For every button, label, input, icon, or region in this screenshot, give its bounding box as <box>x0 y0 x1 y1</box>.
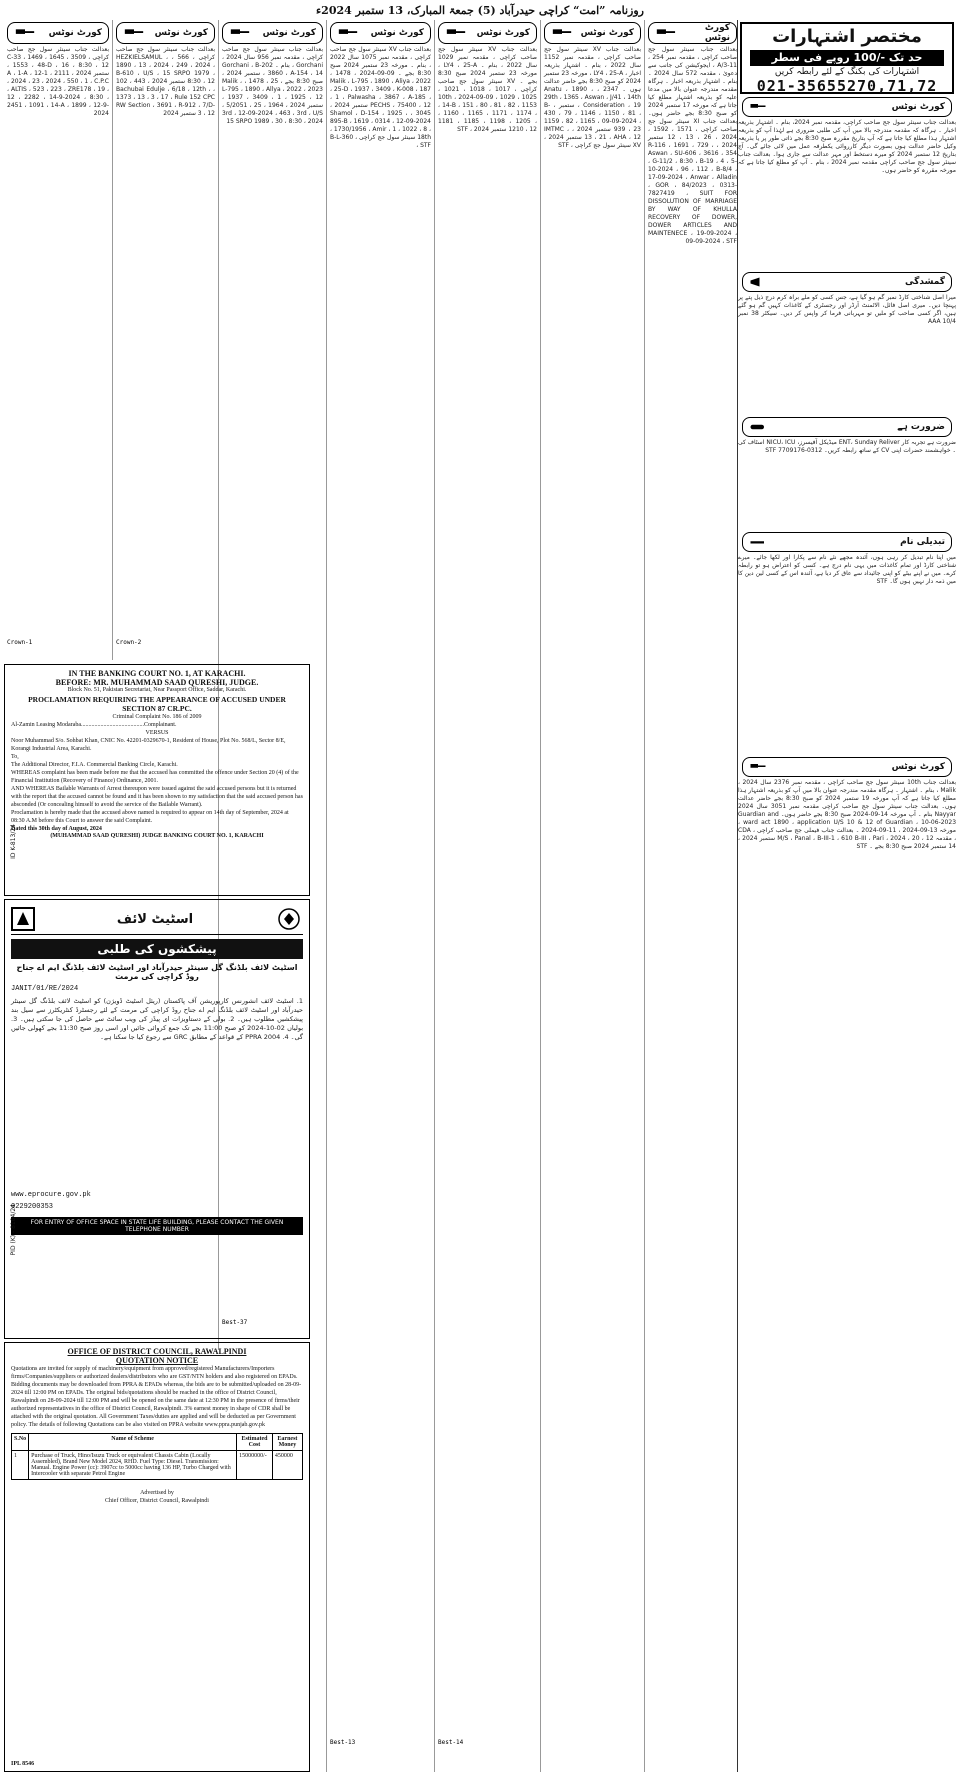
ad-tag: Best-13 <box>330 1739 356 1746</box>
whereas-clause-1: WHEREAS complaint has been made before me that the accused has committed the offence under Section 20 (4) of the Financial Institution (Recovery of Finance) Ordinance, 2001. <box>11 770 299 784</box>
complainant: Al-Zamin Leasing Modaraba..........................................Complainant. <box>11 722 177 728</box>
judge-signature: (MUHAMMAD SAAD QURESHI) JUDGE BANKING COURT NO. 1, KARACHI <box>50 833 264 839</box>
column-heading <box>7 22 109 44</box>
quotation-table <box>11 1433 303 1480</box>
category-name-change <box>742 532 952 552</box>
column-heading-label: کورٹ نوٹس <box>154 28 208 38</box>
notice-column-5 <box>540 20 644 1772</box>
court-address: Block No. 51, Pakistan Secretariat, Near Passport Office, Saddar, Karachi. <box>67 687 247 693</box>
notice-text-block: میرا اصل شناختی کارڈ نمبر گم ہو گیا ہے، جس کسی کو ملے براہ کرم درج ذیل پتے پر پہنچا دیں۔ میری اصل فائل، الاٹمنٹ آرڈر اور رجسٹری کے کاغذات کہیں گم ہو گئے ہیں، اگر کسی صاحب کو ملیں تو مہربانی فرما کر واپس کر دیں۔ سیکٹر 38 نمبر 10/4 AAA <box>738 294 957 325</box>
ad-tag: Crown-2 <box>116 639 142 646</box>
gavel-icon <box>749 101 767 113</box>
category-wanted <box>742 417 952 437</box>
proclamation-title: PROCLAMATION REQUIRING THE APPEARANCE OF ACCUSED UNDER SECTION 87 CR.PC. <box>28 695 286 713</box>
table-header: Name of Scheme <box>29 1434 237 1451</box>
table-header: Estimated Cost <box>237 1434 273 1451</box>
tender-body: 1. اسٹیٹ لائف انشورنس کارپوریشن آف پاکستان (ریئل اسٹیٹ ڈویژن) کو اسٹیٹ لائف بلڈنگ گل سینٹر حیدرآباد اور اسٹیٹ لائف بلڈنگ ایم اے جناح روڈ کراچی کی مرمت کے لئے رجسٹرڈ کنٹریکٹرز سے سیل بند پیشکشیں مطلوب ہیں۔ 2. بولی کے دستاویزات ای پیڈز کی ویب سائٹ سے حاصل کی جا سکتی ہیں۔ 3. بولیاں 02-10-2024 کو صبح 11:00 بجے تک جمع کروائی جائیں اور اسی روز صبح 11:30 بجے کھولی جائیں گی۔ 4. PPRA 2004 کے قواعد کے مطابق GRC سے رجوع کیا جا سکتا ہے۔ <box>11 997 304 1041</box>
addressee-to: To, <box>11 754 19 760</box>
tender-subject: اسٹیٹ لائف بلڈنگ گل سینٹر حیدرآباد اور اسٹیٹ لائف بلڈنگ ایم اے جناح روڈ کراچی کی مرمت <box>16 963 298 981</box>
category-court-notice <box>742 757 952 777</box>
notice-column-1a <box>4 20 112 660</box>
gavel-icon <box>749 761 767 773</box>
gavel-icon <box>655 27 677 39</box>
table-cell: Purchase of Truck, Hino/Isuzu Truck or equivalent Chassis Cabin (Locally Assembled), Brand New Model 2024, RHD. Fuel Type: Diesel. Transmission: Manual. Engine Power (cc): 3907cc to 5000cc having 136 HP, Turbo Charged with Intercooler with separate Petrol Engine <box>29 1451 237 1480</box>
tender-reference: JANIT/01/RE/2024 <box>11 985 79 993</box>
hand-icon <box>749 421 767 433</box>
notice-text-block: ضرورت ہے تجربہ کار ENT، Sunday Reliver میڈیکل آفیسرز، NICU، ICU اسٹاف کی ۔ خواہشمند حضرات اپنی CV کے ساتھ رابطہ کریں۔ 0312-7709176 STF <box>738 439 956 454</box>
tender-brand: اسٹیٹ لائف <box>116 911 194 927</box>
ad-id: ID K-813/24 <box>10 824 17 859</box>
category-label: گمشدگی <box>905 277 945 287</box>
table-cell: 15000000/- <box>237 1451 273 1480</box>
ad-tag: Best-14 <box>438 1739 464 1746</box>
pen-icon <box>749 536 767 548</box>
advertised-by: Advertised by <box>140 1490 174 1496</box>
versus: VERSUS <box>145 730 169 736</box>
notice-text-block: میں اپنا نام تبدیل کر رہی ہوں، آئندہ مجھے نئے نام سے پکارا اور لکھا جائے۔ میرے شناختی کارڈ اور تمام کاغذات میں یہی نام درج ہے۔ کسی کو اعتراض ہو تو رابطہ کرے۔ میں نے اپنے بیٹے کو اپنی جائیداد سے عاق کر دیا ہے، آئندہ اس کے کسی لین دین کا میں ذمہ دار نہیں ہوں گا۔ STF <box>738 554 956 585</box>
category-label: تبدیلی نام <box>900 537 945 547</box>
table-header: Earnest Money <box>272 1434 302 1451</box>
ad-id: PID (K) - 8104/24 <box>10 1204 17 1256</box>
tender-website[interactable]: www.eprocure.gov.pk <box>11 1191 91 1199</box>
addressee: The Additional Director, F.I.A. Commercial Banking Circle, Karachi. <box>11 762 178 768</box>
gavel-icon <box>551 27 573 39</box>
tender-header <box>11 904 303 935</box>
column-heading <box>116 22 215 44</box>
masthead: روزنامہ ”امت“ کراچی حیدرآباد (5) جمعۃ المبارک، 13 ستمبر 2024ء <box>315 4 644 17</box>
category-lost <box>742 272 952 292</box>
notice-column-6 <box>644 20 740 1772</box>
notice-text-block: بعدالت جناب XV سینئر سول جج صاحب کراچی ، مقدمہ نمبر 1075 سال 2022 ، بنام ۔ مورخہ 23 ستمبر 2024 صبح 8:30 بجے ۔ 09-09-2024 ، 1478 ، Malik ، L-795 ، 1890 ، Aliya ، 2022 ، 25-D ، 1937 ، 3409 ، K-008 ، 187 ، 1 ، Palwasha ، 3867 ، A-185 ، PECHS ، 75400 ، 12 ستمبر 2024 ، 3045 ، Shamol ، D-154 ، 1925 ، 895-B ، 1619 ، 0314 ، 12-09-2024 ، 1730/1956 ، Amir ، 1 ، 1022 ، 8 ، 18th سینئر سول جج کراچی ، B-L-360 ، STF <box>330 46 432 149</box>
notice-text-block: بعدالت جناب 10th سینئر سول جج صاحب کراچی ، مقدمہ نمبر 2376 سال 2024 ، Malik ، بنام ۔ اشتہار ۔ ہرگاہ مقدمہ مندرجہ عنوان بالا میں آپ کو بذریعہ اشتہار ہذا مطلع کیا جاتا ہے کہ آپ مورخہ 19 ستمبر 2024 کو صبح 8:30 بجے حاضر عدالت ہوں۔ بعدالت جناب سینئر سول جج صاحب کراچی مقدمہ نمبر 3051 سال 2024 Nayyar بنام ۔ آپ مورخہ 14-09-2024 صبح 8:30 بجے حاضر ہوں۔ Guardian and ward act 1890 ، application U/S 10 & 12 of Guardian ، 10-06-2023 ، مورخہ 13-09-2024 ، 11-09-2024 ۔ بعدالت جناب فیملی جج صاحب کراچی ، CDA ، مقدمہ M/S ، Panal ، B-III-1 ، 610 B-III ، Pari ، 2024 ، 20 ، 12 ستمبر 2024 ، 14 ستمبر 2024 صبح 8:30 بجے ۔ STF <box>738 779 957 850</box>
gavel-icon <box>229 27 251 39</box>
notice-text-block: بعدالت جناب XV سینئر سول جج صاحب کراچی ، مقدمہ نمبر 1029 سال 2022 ، بنام ۔ LY4 ، 25-A ، مورخہ 23 ستمبر 2024 صبح 8:30 بجے ۔ XV سینئر سول جج صاحب کراچی ، 1017 ، 1018 ، 1021 ، 1025 ، 1029 ، 09-09-2024 ، 10th ، 14-B ، 151 ، 80 ، 81 ، 82 ، 1153 ، 1160 ، 1165 ، 1171 ، 1174 ، 1181 ، 1185 ، 1198 ، 1205 ، 1210 ، 12 ستمبر 2024 ، STF <box>438 46 538 133</box>
column-heading-label: کورٹ نوٹس <box>262 28 316 38</box>
chief-officer: Chief Officer, District Council, Rawalpindi <box>105 1498 209 1504</box>
tender-footer: FOR ENTRY OF OFFICE SPACE IN STATE LIFE BUILDING, PLEASE CONTACT THE GIVEN TELEPHONE NUMBER <box>11 1217 303 1235</box>
table-row <box>12 1451 303 1480</box>
column-heading-label: کورٹ نوٹس <box>704 23 730 43</box>
notice-column-3 <box>326 20 434 1772</box>
judge-name: BEFORE: MR. MUHAMMAD SAAD QURESHI, JUDGE. <box>55 678 259 687</box>
ad-tag: Crown-1 <box>7 639 33 646</box>
classifieds-title: مختصر اشتہارات <box>772 26 922 47</box>
table-cell: 1 <box>12 1451 29 1480</box>
state-life-tender-notice <box>4 899 310 1339</box>
column-heading <box>648 22 737 44</box>
classifieds-rate: حد تک -/100 روپے فی سطر <box>750 50 944 66</box>
notice-column-4 <box>434 20 540 1772</box>
complaint-number: Criminal Complaint No. 186 of 2009 <box>112 714 202 720</box>
accused: Noor Muhammad S/o. Sohbat Khan, CNIC No. 42201-0329670-1, Resident of House, Plot No. 568/L, Sector 8/E, Korangi Industrial Area, Karachi. <box>11 738 286 752</box>
table-cell: 450000 <box>272 1451 302 1480</box>
quotation-body: Quotations are invited for supply of machinery/equipment from approved/registered Manufacturers/Importers firms/Companies/suppliers or authorized dealers/distributors who are GST/NTN holders and also registered on EPADs. Bidding documents may be downloaded from PPRA & EPADs whereas, the bids are to be submitted/uploaded on 28-09-2024 till 12:00 PM on EPADs. The original bids/quotations should be reached in the office of District Council, Rawalpindi on 28-09-2024 till 12:00 PM and will be opened on the same date at 12:30 PM in the presence of firms/their authorized representatives in the office of District Council, Rawalpindi. 3% earnest money in shape of CDR shall be attached with the original quotation. All Government Taxes/duties are applied and will be deducted as per Government policy. The details of following Quotations can be also visited on PPRA website www.ppra.punjab.gov.pk <box>11 1366 302 1428</box>
quotation-title: QUOTATION NOTICE <box>115 1356 199 1365</box>
gavel-icon <box>14 27 36 39</box>
notice-column-1b <box>112 20 218 660</box>
column-heading-label: کورٹ نوٹس <box>580 28 634 38</box>
gavel-icon <box>337 27 359 39</box>
tender-heading: پیشکشوں کی طلبی <box>11 939 303 959</box>
classifieds-phone-caption: اشتہارات کی بکنگ کے لئے رابطہ کریں <box>774 67 920 77</box>
column-heading-label: کورٹ نوٹس <box>476 28 530 38</box>
newspaper-page <box>4 4 956 1772</box>
notice-text-block: بعدالت جناب سینئر سول جج صاحب کراچی ، مقدمہ نمبر 254 ، 11-A/3 ، ایجوکیشن کی جانب سے دعویٰ ، مقدمہ 572 سال 2024 ۔ بنام ۔ اشتہار بذریعہ اخبار ۔ ہرگاہ مقدمہ مندرجہ عنوان بالا میں مدعا علیہ کو بذریعہ اشتہار مطلع کیا جاتا ہے کہ مورخہ 17 ستمبر 2024 کو صبح 8:30 بجے حاضر ہوں۔ بعدالت جناب XI سینئر سول جج صاحب کراچی ، 1571 ، 1592 ، 2024 ، 26 ، 13 ، 12 ستمبر 2024 ، R-116 ، 1691 ، 729 ، Aswan ، SU-606 ، 3616 ، 354 ، G-11/2 ، 8:30 ، B-19 ، 4 ، 5-10-2024 ، 96 ، 112 ، B-8/4 ، 17-09-2024 ، Anwar ، Alladin ، GOR ، 84/2023 ، 0313-7827419 ، SUIT FOR DISSOLUTION OF MARRIAGE BY WAY OF KHULLA RECOVERY OF DOWER, DOWER ARTICLES AND MAINTENECE ، 19-09-2024 ، 09-09-2024 ، STF <box>648 46 737 245</box>
category-label: کورٹ نوٹس <box>891 762 945 772</box>
gavel-icon <box>123 27 145 39</box>
notice-text-block: بعدالت جناب سینئر سول جج صاحب کراچی ، 566 ، HEZKIELSAMUL ، 1890 ، 13 ، 2024 ، 249 ، 2024 ، B-610 ، U/S ، 15 SRPO 1979 ، 8:30 ، 12 ستمبر 2024 ، 443 ، 102 ، Bachubai Edulje ، 6/18 ، 12th ، 1373 ، 13 ، 3 ، 17 ، Rule 152 CPC RW Section ، 3691 ، R-912 ، 7/D-3 ، 12 ستمبر 2024 <box>116 46 215 117</box>
notice-text-block: بعدالت جناب سینئر سول جج صاحب کراچی، مقدمہ نمبر 2024، بنام ۔ اشتہار بذریعہ اخبار ۔ ہرگاہ کہ مقدمہ مندرجہ بالا میں آپ کی طلبی ضروری ہے لہٰذا آپ کو بذریعہ اشتہار ہذا مطلع کیا جاتا ہے کہ آپ بتاریخ مقررہ صبح 8:30 بجے ذاتی طور پر یا بذریعہ وکیل حاضر عدالت ہوں بصورت دیگر کارروائی یکطرفہ عمل میں لائی جائے گی۔ آج بتاریخ 12 ستمبر 2024 کو میرے دستخط اور مہر عدالت سے جاری ہوا۔ بعدالت جناب سینئر سول جج صاحب کراچی مقدمہ نمبر 2024 ، بنام ۔ آپ کو مطلع کیا جاتا ہے کہ مورخہ مقررہ کو حاضر ہوں۔ <box>738 119 957 174</box>
notice-text-block: بعدالت جناب سینئر سول جج صاحب کراچی ، مقدمہ نمبر 956 سال 2024 ، Gorchani ، بنام ۔ Gorchani ، B-202 ، 3860 ، A-154 ، 14 ستمبر 2024 ، صبح 8:30 بجے ، 25 ، 1478 ، Malik ، L-795 ، 1890 ، Allya ، 2022 ، 2023 ، 1937 ، 3409 ، 1 ، 1925 ، 12 ستمبر 2024 ، 1964 ، 25 ، 5/2051 ، 3rd ، 12-09-2024 ، 463 ، 3rd ، U/S 15 SRPO 1989 ، 30 ، 8:30 ، 2024 <box>222 46 324 125</box>
classifieds-column <box>737 20 956 1772</box>
table-header: S.No <box>12 1434 29 1451</box>
column-heading-label: کورٹ نوٹس <box>370 28 424 38</box>
ipl-tag: IPL 8546 <box>11 1761 35 1767</box>
classifieds-banner <box>740 22 954 94</box>
category-label: کورٹ نوٹس <box>891 102 945 112</box>
banking-court-proclamation <box>4 664 310 896</box>
proclamation-text: Proclamation is hereby made that the accused above named is required to appear on 14th day of September, 2024 at 08:30 A.M before this Court to answer the said Complaint. <box>11 810 289 824</box>
state-life-logo-icon <box>11 907 35 931</box>
ad-tag: Best-37 <box>222 1319 248 1326</box>
classifieds-phone: 021-35655270,71,72 <box>756 77 938 95</box>
quotation-office: OFFICE OF DISTRICT COUNCIL, RAWALPINDI <box>67 1347 247 1356</box>
court-name: IN THE BANKING COURT NO. 1, AT KARACHI. <box>68 669 246 678</box>
tender-phone: 0229200353 <box>11 1203 54 1211</box>
notice-text-block: بعدالت جناب سینئر سول جج صاحب کراچی ، 3509 ، 1645 ، 1469 ، 33-C ، 1553 ، 48-D ، 16 ، 8:30 ، 12 ستمبر 2024 ، 2111 ، 1-A ، 1-A ، 12 ، 2024 ، 23 ، 2024 ، 550 ، 1 ، C.P.C ، ALTIS ، 523 ، 223 ، ZRE178 ، 19 ، 12 ، 2282 ، 14-9-2024 ، 8:30 ، 2451 ، 1091 ، 14-A ، 1899 ، 12-9-2024 <box>7 46 109 117</box>
column-heading <box>222 22 323 44</box>
whereas-clause-2: AND WHEREAS Bailable Warrants of Arrest thereupon were issued against the said accused persons but it is returned with the report that the accused cannot be found and it has been shown to my satisfaction that the said accused person has absconded (Or concealing himself to avoid the service of the Bailable Warrant). <box>11 786 303 808</box>
megaphone-icon <box>749 276 767 288</box>
column-heading-label: کورٹ نوٹس <box>48 28 102 38</box>
gavel-icon <box>445 27 467 39</box>
category-label: ضرورت ہے <box>897 422 945 432</box>
column-heading <box>544 22 641 44</box>
quotation-notice <box>4 1342 310 1772</box>
category-court-notice <box>742 97 952 117</box>
dated-line: Dated this 30th day of August, 2024 <box>11 826 102 832</box>
column-heading <box>330 22 431 44</box>
government-emblem-icon <box>275 907 303 931</box>
notice-text-block: بعدالت جناب XV سینئر سول جج صاحب کراچی ، مقدمہ نمبر 1152 سال 2022 ، بنام ۔ اشتہار بذریعہ اخبار ، LY4 ، 25-A ، مورخہ 23 ستمبر 2024 کو صبح 8:30 بجے حاضر عدالت ہوں ۔ 2347 ، Anatu ، 1890 ، 29th ، 1365 ، Aswan ، J/41 ، 14th ، Consideration ، 19 ستمبر ، B-430 ، 79 ، 1146 ، 1150 ، 81 ، 1159 ، 82 ، 1165 ، 09-09-2024 ، 939 ، 23 ستمبر 2024 ، IMTMC ، 13 ، 21 ، AHA ، 12 ستمبر 2024 ، XV سینئر سول جج کراچی ، STF <box>544 46 642 149</box>
column-heading <box>438 22 537 44</box>
